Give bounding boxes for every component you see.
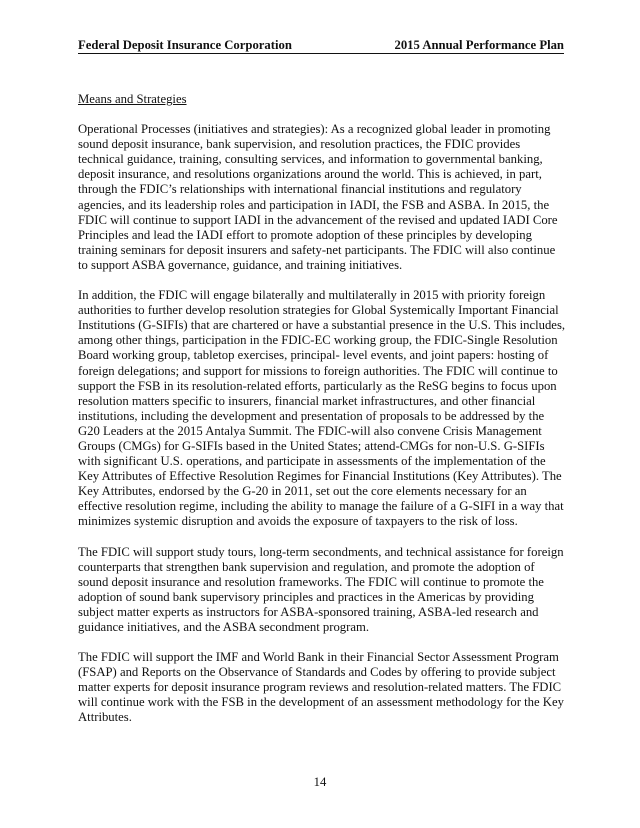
section-heading: Means and Strategies [78,92,187,106]
paragraph-resolution-strategies: In addition, the FDIC will engage bilaterally and multilaterally in 2015 with priority foreign authorities to further develop resolution strategies for Global Systemically Important Financial Institutions (G-SIFIs) that are chartered or have a substantial presence in the U.S. This includes, among other things, participation in the FDIC-EC working group, the FDIC-Single Resolution Board working group, tabletop exercises, principal- level events, and joint papers: hosting of foreign delegations; and support for missions to foreign authorities. The FDIC will continue to support the FSB in its resolution-related efforts, particularly as the ReSG begins to focus upon resolution matters specific to insurers, financial market infrastructures, and other financial institutions, including the development and presentation of proposals to be addressed by the G20 Leaders at the 2015 Antalya Summit. The FDIC-will also convene Crisis Management Groups (CMGs) for G-SIFIs based in the United States; attend-CMGs for non-U.S. G-SIFIs with significant U.S. operations, and participate in assessments of the implementation of the Key Attributes of Effective Resolution Regimes for Financial Institutions (Key Attributes). The Key Attributes, endorsed by the G-20 in 2011, set out the core elements necessary for an effective resolution regime, including the ability to manage the failure of a G-SIFI in a way that minimizes systemic disruption and avoids the exposure of taxpayers to the risk of loss. [78,288,566,529]
paragraph-operational-processes: Operational Processes (initiatives and strategies): As a recognized global leader in promoting sound deposit insurance, bank supervision, and resolution practices, the FDIC provides technical guidance, training, consulting services, and information to governmental banking, deposit insurance, and resolutions organizations around the world. This is achieved, in part, through the FDIC’s relationships with international financial institutions and regulatory agencies, and its leadership roles and participation in IADI, the FSB and ASBA. In 2015, the FDIC will continue to support IADI in the advancement of the revised and updated IADI Core Principles and lead the IADI effort to promote adoption of these principles by developing training seminars for deposit insurers and safety-net participants. The FDIC will also continue to support ASBA governance, guidance, and training initiatives. [78,122,558,272]
page-number: 14 [313,775,327,789]
header-organization: Federal Deposit Insurance Corporation [78,38,292,52]
body-content [78,92,566,741]
paragraph-study-tours: The FDIC will support study tours, long-term secondments, and technical assistance for foreign counterparts that strengthen bank supervision and regulation, and promote the adoption of sound deposit insurance and resolution frameworks. The FDIC will continue to promote the adoption of sound bank supervisory principles and practices in the Americas by providing subject matter experts as instructors for ASBA-sponsored training, ASBA-led research and guidance initiatives, and the ASBA secondment program. [78,544,564,634]
running-header [78,38,564,54]
paragraph-imf-world-bank: The FDIC will support the IMF and World Bank in their Financial Sector Assessment Program (FSAP) and Reports on the Observance of Standards and Codes by offering to provide subject matter experts for deposit insurance program reviews and resolution-related matters. The FDIC will continue work with the FSB in the development of an assessment methodology for the Key Attributes. [78,650,564,725]
header-document-title: 2015 Annual Performance Plan [394,38,564,52]
